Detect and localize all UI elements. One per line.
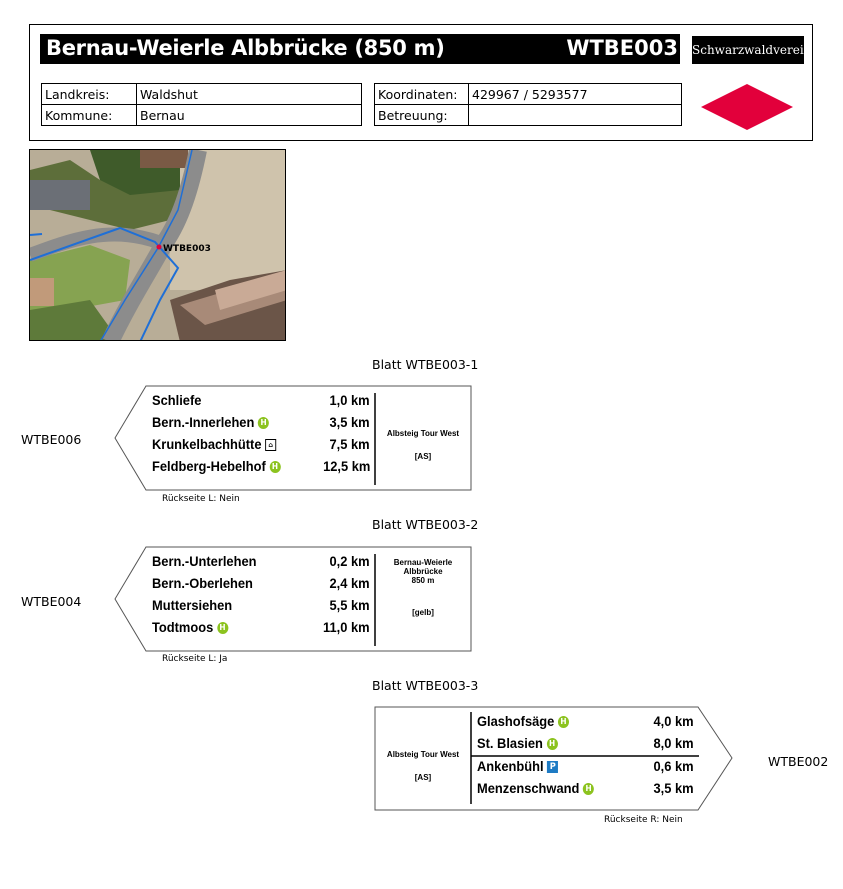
- koordinaten-value: 429967 / 5293577: [469, 84, 682, 105]
- kommune-value: Bernau: [137, 105, 362, 126]
- sign1-rows: [152, 390, 370, 482]
- destination-name: Todtmoos: [152, 619, 214, 635]
- route-name: Albsteig Tour West: [386, 429, 460, 438]
- destination-name: Feldberg-Hebelhof: [152, 458, 266, 474]
- sign3-rows: [477, 711, 694, 803]
- sign3-row: [477, 756, 694, 778]
- signpost-code: WTBE003: [566, 36, 678, 60]
- koordinaten-label: Koordinaten:: [375, 84, 469, 105]
- sign3-row: [477, 778, 694, 800]
- distance: 1,0 km: [329, 392, 370, 408]
- distance: 3,5 km: [329, 414, 370, 430]
- location-marker: [157, 245, 162, 250]
- route-code: [AS]: [414, 452, 432, 461]
- distance: 4,0 km: [653, 713, 694, 729]
- betreuung-label: Betreuung:: [375, 105, 469, 126]
- route-code: [AS]: [414, 773, 432, 782]
- sign3-blatt: Blatt WTBE003-3: [372, 678, 479, 693]
- page-title: Bernau-Weierle Albbrücke (850 m): [46, 36, 445, 60]
- destination-name: Bern.-Unterlehen: [152, 553, 257, 569]
- sign3-rueckseite: Rückseite R: Nein: [604, 815, 683, 825]
- betreuung-value: [469, 105, 682, 126]
- destination-name: Glashofsäge: [477, 713, 555, 729]
- location-name-2: Albbrücke: [403, 567, 443, 576]
- location-name: Bernau-Weierle: [393, 558, 453, 567]
- sign3-info: [378, 750, 468, 782]
- sign3-row: [477, 711, 694, 733]
- hut-icon: ⌂: [265, 439, 276, 451]
- distance: 11,0 km: [323, 619, 370, 635]
- sign1-row: [152, 390, 370, 412]
- bus-icon: H: [269, 461, 280, 473]
- destination-name: Schliefe: [152, 392, 202, 408]
- distance: 7,5 km: [329, 436, 370, 452]
- destination-name: Bern.-Innerlehen: [152, 414, 255, 430]
- landkreis-label: Landkreis:: [42, 84, 137, 105]
- kommune-label: Kommune:: [42, 105, 137, 126]
- aerial-map[interactable]: [29, 149, 286, 341]
- location-table: [41, 83, 362, 126]
- landkreis-value: Waldshut: [137, 84, 362, 105]
- distance: 5,5 km: [329, 597, 370, 613]
- distance: 3,5 km: [653, 780, 694, 796]
- distance: 8,0 km: [653, 735, 694, 751]
- distance: 0,2 km: [329, 553, 370, 569]
- sign2-row: [152, 617, 370, 639]
- title-bar: [40, 34, 680, 64]
- distance: 0,6 km: [653, 758, 694, 774]
- sign2-row: [152, 573, 370, 595]
- sign1-row: [152, 412, 370, 434]
- sign1-blatt: Blatt WTBE003-1: [372, 357, 479, 372]
- elevation: 850 m: [411, 576, 435, 585]
- destination-name: Ankenbühl: [477, 758, 544, 774]
- sign2-info: [378, 558, 468, 617]
- destination-name: Krunkelbachhütte: [152, 436, 262, 452]
- aerial-map-image: [30, 150, 286, 341]
- sign1-rueckseite: Rückseite L: Nein: [162, 494, 240, 504]
- marker-label: WTBE003: [163, 244, 211, 254]
- sign2-blatt: Blatt WTBE003-2: [372, 517, 479, 532]
- sign2-row: [152, 595, 370, 617]
- sign1-row: [152, 456, 370, 478]
- route-diamond-icon: [701, 84, 793, 130]
- destination-name: Muttersiehen: [152, 597, 233, 613]
- bus-icon: H: [217, 622, 228, 634]
- parking-icon: P: [547, 761, 558, 773]
- distance: 2,4 km: [329, 575, 370, 591]
- coordinates-table: [374, 83, 682, 126]
- distance: 12,5 km: [322, 458, 370, 474]
- destination-name: St. Blasien: [477, 735, 543, 751]
- sign2-target: WTBE004: [21, 594, 82, 609]
- sign3-row: [477, 733, 694, 755]
- sign1-target: WTBE006: [21, 432, 82, 447]
- bus-icon: H: [258, 417, 269, 429]
- route-marker: [gelb]: [412, 608, 434, 617]
- destination-name: Menzenschwand: [477, 780, 580, 796]
- bus-icon: H: [583, 783, 594, 795]
- sign2-rueckseite: Rückseite L: Ja: [162, 654, 228, 664]
- sign2-rows: [152, 551, 370, 643]
- destination-name: Bern.-Oberlehen: [152, 575, 253, 591]
- route-name: Albsteig Tour West: [386, 750, 460, 759]
- sign3-target: WTBE002: [768, 754, 829, 769]
- sign2-row: [152, 551, 370, 573]
- sign1-row: [152, 434, 370, 456]
- schwarzwaldverein-logo: Schwarzwaldverein: [692, 36, 804, 64]
- bus-icon: H: [547, 738, 558, 750]
- bus-icon: H: [558, 716, 569, 728]
- sign1-info: [378, 429, 468, 461]
